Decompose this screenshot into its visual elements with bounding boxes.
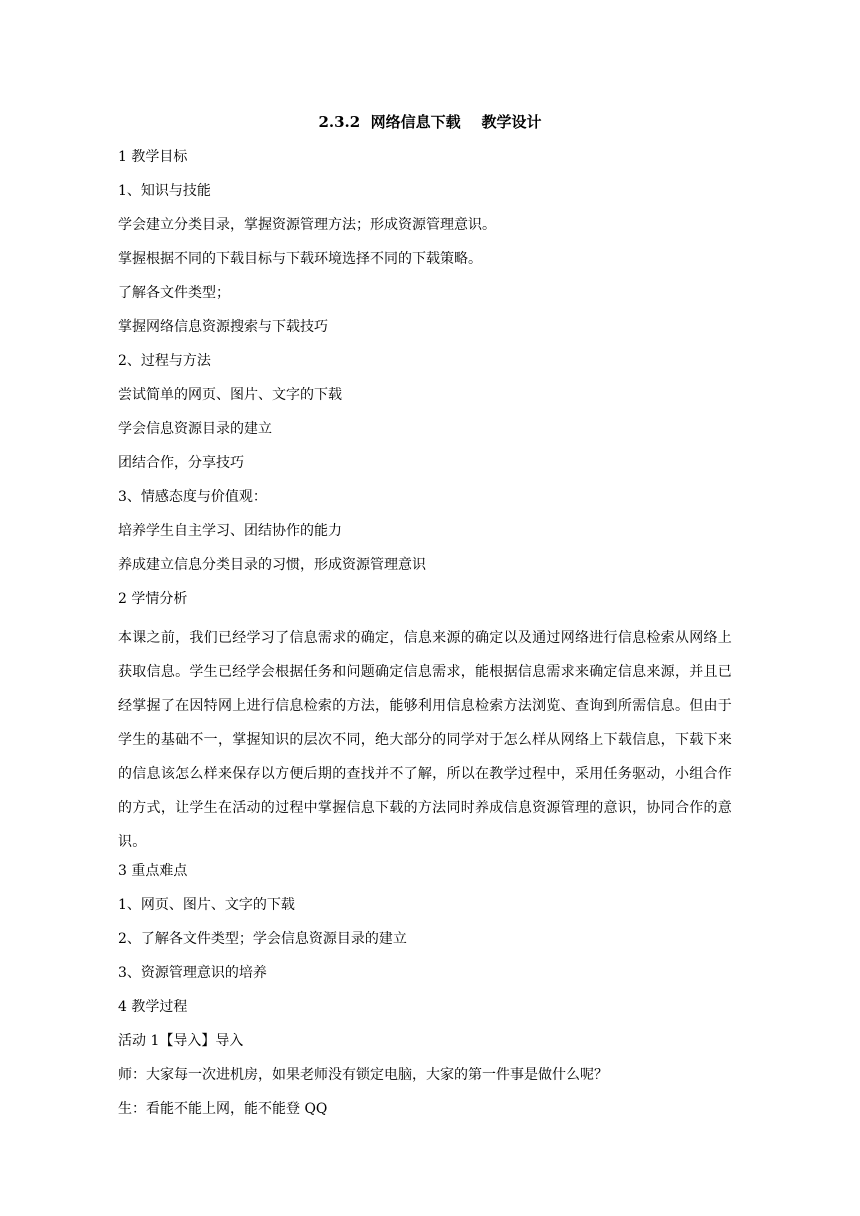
document-title: 2.3.2 网络信息下载 教学设计 bbox=[318, 113, 542, 131]
text-line: 培养学生自主学习、团结协作的能力 bbox=[118, 523, 342, 539]
subheading-process-methods: 2、过程与方法 bbox=[118, 353, 211, 369]
text-line: 学会建立分类目录，掌握资源管理方法；形成资源管理意识。 bbox=[118, 217, 496, 233]
student-analysis-paragraph: 本课之前，我们已经学习了信息需求的确定，信息来源的确定以及通过网络进行信息检索从网络上获取信息。学生已经学会根据任务和问题确定信息需求，能根据信息需求来确定信息来源，并且已经掌握了在因特网上进行信息检索的方法，能够利用信息检索方法浏览、查询到所需信息。但由于学生的基础不一，掌握知识的层次不同，绝大部分的同学对于怎么样从网络上下载信息，下载下来的信息该怎么样来保存以方便后期的查找并不了解，所以在教学过程中，采用任务驱动，小组合作的方式，让学生在活动的过程中掌握信息下载的方法同时养成信息资源管理的意识，协同合作的意识。 bbox=[118, 630, 732, 850]
subheading-attitudes-values: 3、情感态度与价值观： bbox=[118, 489, 267, 505]
text-line: 养成建立信息分类目录的习惯，形成资源管理意识 bbox=[118, 557, 426, 573]
text-line: 尝试简单的网页、图片、文字的下载 bbox=[118, 387, 342, 403]
text-line: 学会信息资源目录的建立 bbox=[118, 421, 272, 437]
activity-heading: 活动 1【导入】导入 bbox=[118, 1033, 244, 1049]
text-line: 掌握网络信息资源搜索与下载技巧 bbox=[118, 319, 328, 335]
dialogue-student: 生：看能不能上网，能不能登 QQ bbox=[118, 1101, 328, 1117]
section-heading-key-points: 3 重点难点 bbox=[118, 863, 188, 879]
text-line: 1、网页、图片、文字的下载 bbox=[118, 897, 295, 913]
subheading-knowledge-skills: 1、知识与技能 bbox=[118, 183, 211, 199]
text-line: 了解各文件类型； bbox=[118, 285, 230, 301]
section-heading-objectives: 1 教学目标 bbox=[118, 149, 188, 165]
text-line: 2、了解各文件类型；学会信息资源目录的建立 bbox=[118, 931, 407, 947]
section-heading-student-analysis: 2 学情分析 bbox=[118, 591, 188, 607]
document-body bbox=[118, 145, 732, 1131]
dialogue-teacher: 师：大家每一次进机房，如果老师没有锁定电脑，大家的第一件事是做什么呢？ bbox=[118, 1067, 608, 1083]
text-line: 3、资源管理意识的培养 bbox=[118, 965, 267, 981]
section-heading-teaching-process: 4 教学过程 bbox=[118, 999, 188, 1015]
text-line: 掌握根据不同的下载目标与下载环境选择不同的下载策略。 bbox=[118, 251, 482, 267]
text-line: 团结合作，分享技巧 bbox=[118, 455, 244, 471]
